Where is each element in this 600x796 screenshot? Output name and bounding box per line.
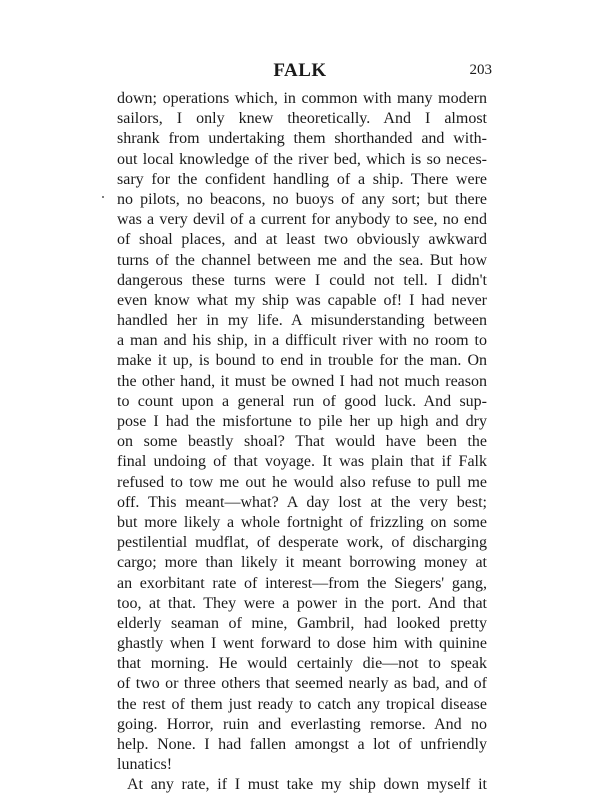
text-line: even know what my ship was capable of! I had never: [117, 291, 487, 309]
page-header: [0, 60, 600, 84]
text-line: At any rate, if I must take my ship down myself it: [127, 776, 487, 794]
text-line: pose I had the misfortune to pile her up high and dry: [117, 413, 487, 430]
text-line: lunatics!: [117, 756, 173, 774]
text-line: shrank from undertaking them shorthanded and with-: [117, 130, 487, 148]
text-line: of shoal places, and at least two obviously awkward: [117, 231, 487, 249]
page-number: 203: [469, 62, 492, 78]
text-line: elderly seaman of mine, Gambril, had looked pretty: [117, 614, 487, 632]
text-line: out local knowledge of the river bed, which is so neces-: [117, 150, 487, 168]
text-line: dangerous these turns were I could not tell. I didn't: [117, 271, 487, 289]
text-line: no pilots, no beacons, no buoys of any sort; but there: [117, 190, 487, 208]
text-line: sailors, I only knew theoretically. And I almost: [117, 110, 487, 128]
text-line: turns of the channel between me and the sea. But how: [117, 251, 487, 269]
text-line: handled her in my life. A misunderstanding between: [117, 312, 487, 330]
ink-speck: [102, 196, 104, 198]
text-line: was a very devil of a current for anybody to see, no end: [117, 211, 487, 229]
text-line: refused to tow me out he would also refuse to pull me: [117, 473, 487, 491]
text-line: make it up, is bound to end in trouble for the man. On: [117, 352, 487, 370]
text-line: the rest of them just ready to catch any tropical disease: [117, 695, 487, 713]
text-line: the other hand, it must be owned I had not much reason: [117, 372, 487, 390]
text-line: that morning. He would certainly die—not to speak: [117, 655, 487, 673]
text-line: pestilential mudflat, of desperate work, of discharging: [117, 534, 487, 552]
text-line: sary for the confident handling of a ship. There were: [117, 170, 487, 188]
text-line: ghastly when I went forward to dose him with quinine: [117, 635, 487, 653]
text-line: down; operations which, in common with many modern: [117, 90, 487, 107]
body-text: [117, 89, 487, 796]
text-line: an exorbitant rate of interest—from the Siegers' gang,: [117, 574, 487, 592]
text-line: final undoing of that voyage. It was plain that if Falk: [117, 453, 487, 471]
running-title: FALK: [273, 60, 327, 81]
text-line: going. Horror, ruin and everlasting remorse. And no: [117, 715, 487, 733]
text-line: off. This meant—what? A day lost at the very best;: [117, 493, 487, 511]
text-line: too, at that. They were a power in the port. And that: [117, 594, 487, 612]
text-line: on some beastly shoal? That would have been the: [117, 433, 487, 451]
text-line: help. None. I had fallen amongst a lot of unfriendly: [117, 736, 487, 753]
text-line: but more likely a whole fortnight of frizzling on some: [117, 513, 487, 531]
text-line: cargo; more than likely it meant borrowing money at: [117, 554, 487, 572]
text-line: a man and his ship, in a difficult river with no room to: [117, 332, 487, 350]
text-line: of two or three others that seemed nearly as bad, and of: [117, 675, 487, 693]
text-line: to count upon a general run of good luck. And sup-: [117, 392, 487, 410]
